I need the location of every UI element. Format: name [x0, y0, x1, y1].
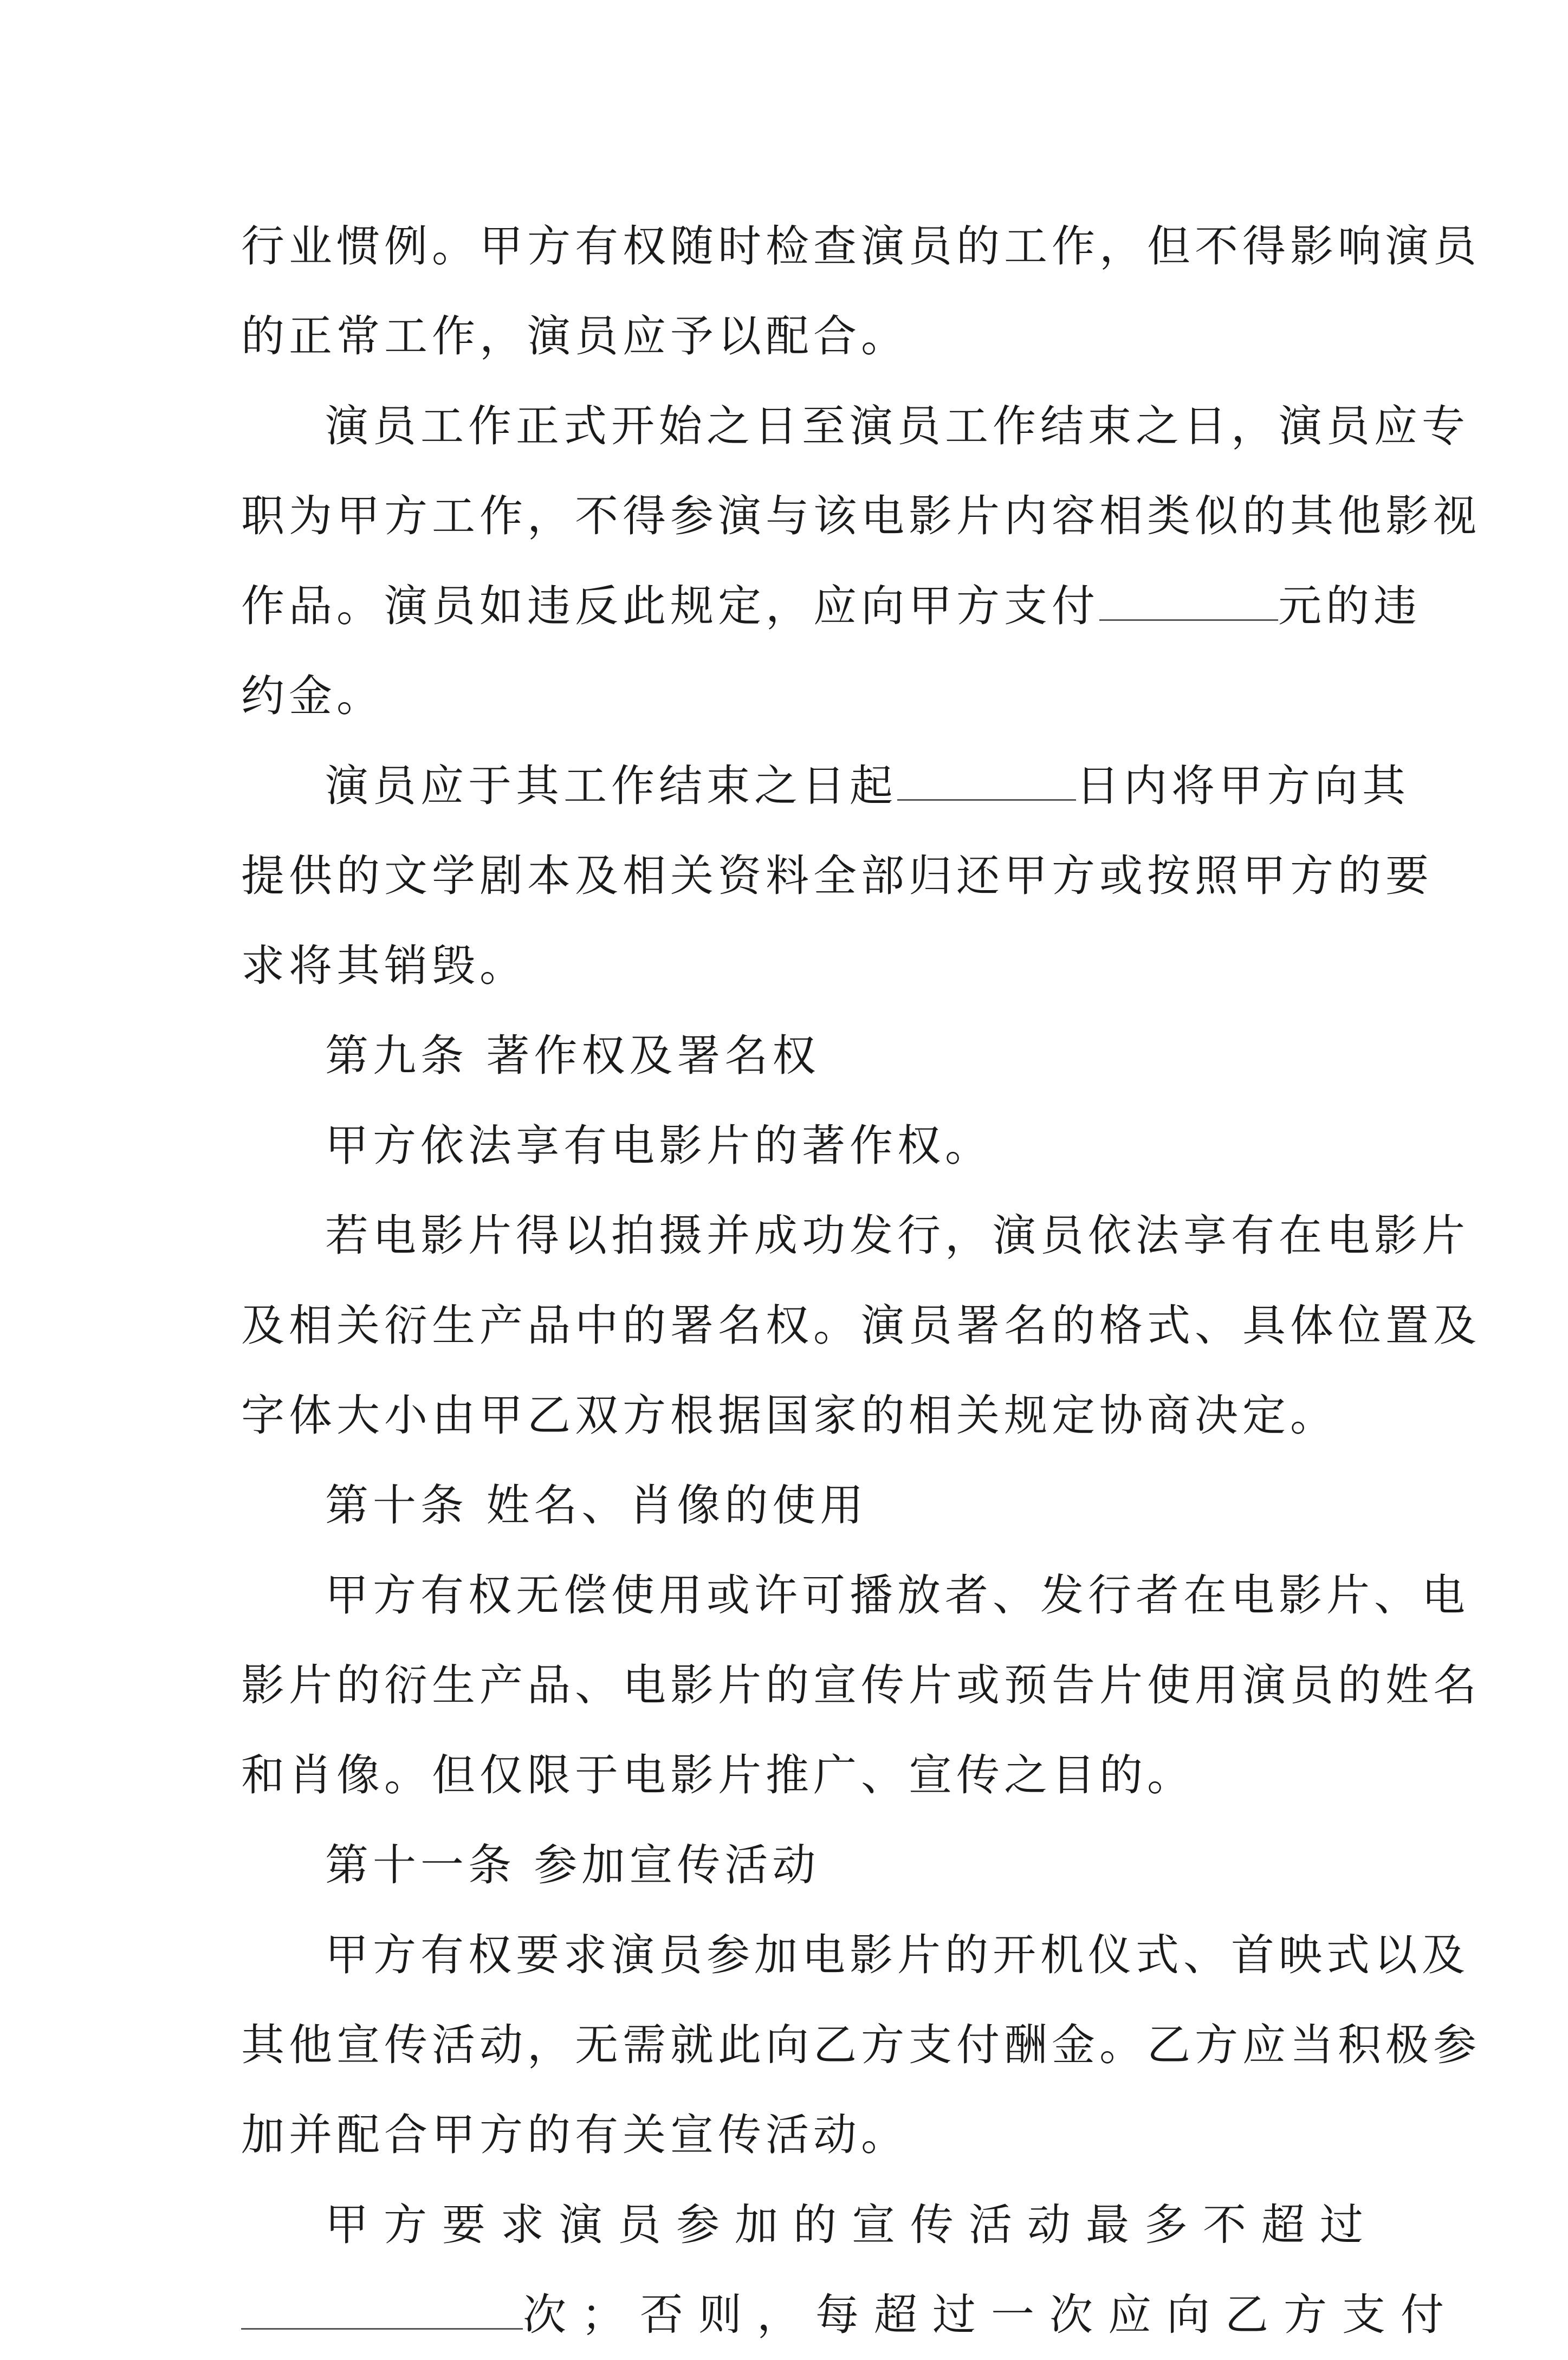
paragraph-line: 职为甲方工作，不得参演与该电影片内容相类似的其他影视: [241, 491, 1481, 541]
paragraph-line: 影片的衍生产品、电影片的宣传片或预告片使用演员的姓名: [241, 1660, 1481, 1710]
fill-in-blank[interactable]: [241, 2274, 523, 2330]
paragraph-line: 求将其销毁。: [241, 941, 527, 991]
paragraph-line: 甲方有权要求演员参加电影片的开机仪式、首映式以及: [325, 1930, 1469, 1980]
paragraph-line: 提供的文学剧本及相关资料全部归还甲方或按照甲方的要: [241, 851, 1433, 901]
fill-in-blank[interactable]: [1099, 565, 1278, 621]
section-heading: 第十条 姓名、肖像的使用: [325, 1480, 868, 1531]
paragraph-line: 行业惯例。甲方有权随时检查演员的工作，但不得影响演员: [241, 221, 1481, 271]
paragraph-line: 若电影片得以拍摄并成功发行，演员依法享有在电影片: [325, 1210, 1469, 1261]
paragraph-line: 字体大小由甲乙双方根据国家的相关规定协商决定。: [241, 1390, 1338, 1441]
fill-in-blank[interactable]: [897, 745, 1076, 801]
paragraph-line: [241, 561, 1421, 651]
paragraph-line: [241, 2270, 1459, 2360]
paragraph-line: 甲方有权无偿使用或许可播放者、发行者在电影片、电: [325, 1570, 1469, 1620]
paragraph-line: 加并配合甲方的有关宣传活动。: [241, 2110, 909, 2160]
paragraph-line: 演员工作正式开始之日至演员工作结束之日，演员应专: [325, 401, 1469, 451]
paragraph-line: 的正常工作，演员应予以配合。: [241, 311, 909, 361]
paragraph-line: 其他宣传活动，无需就此向乙方支付酬金。乙方应当积极参: [241, 2020, 1481, 2070]
paragraph-line: 及相关衍生产品中的署名权。演员署名的格式、具体位置及: [241, 1300, 1481, 1351]
paragraph-line: 甲方要求演员参加的宣传活动最多不超过: [325, 2200, 1378, 2250]
text-segment: 日内将甲方向其: [1076, 761, 1410, 811]
section-heading: 第十一条 参加宣传活动: [325, 1840, 820, 1890]
document-body: [241, 202, 1481, 2360]
text-segment: 作品。演员如违反此规定，应向甲方支付: [241, 581, 1099, 631]
text-segment: 次；否则，每超过一次应向乙方支付: [523, 2290, 1459, 2340]
paragraph-line: [241, 741, 1410, 831]
paragraph-line: 甲方依法享有电影片的著作权。: [325, 1120, 993, 1171]
paragraph-line: 约金。: [241, 671, 384, 721]
section-heading: 第九条 著作权及署名权: [325, 1030, 820, 1081]
paragraph-line: 和肖像。但仅限于电影片推广、宣传之目的。: [241, 1750, 1195, 1800]
text-segment: 元的违: [1278, 581, 1421, 631]
text-segment: 演员应于其工作结束之日起: [325, 761, 897, 811]
